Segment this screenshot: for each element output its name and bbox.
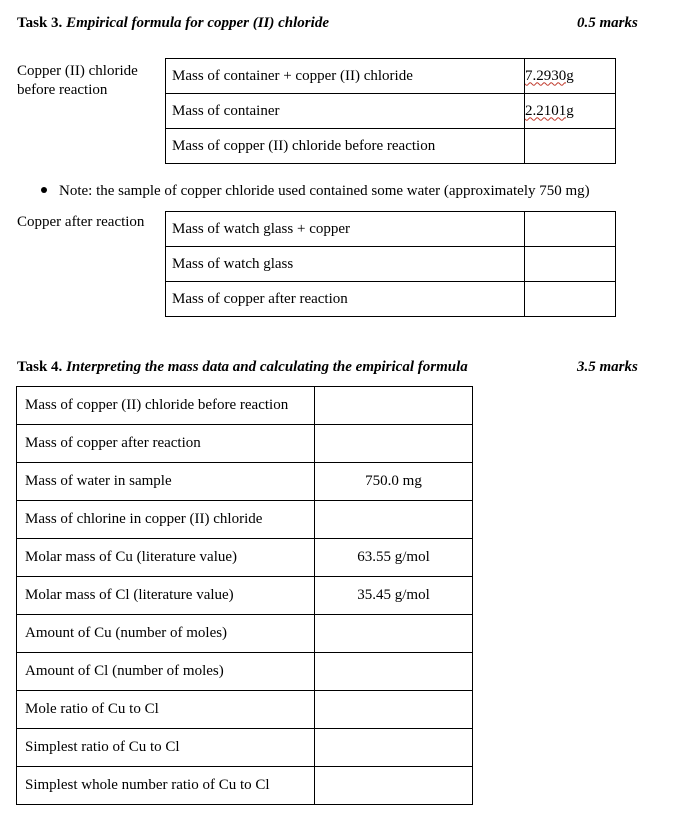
row-label: Mass of watch glass + copper	[166, 212, 525, 247]
task3-title: Empirical formula for copper (II) chloride	[66, 15, 329, 31]
row-label: Molar mass of Cu (literature value)	[17, 539, 315, 577]
table-row	[17, 463, 473, 501]
task4-number: Task 4.	[17, 359, 63, 375]
row-label: Mass of chlorine in copper (II) chloride	[17, 501, 315, 539]
row-label: Molar mass of Cl (literature value)	[17, 577, 315, 615]
row-label: Mass of water in sample	[17, 463, 315, 501]
row-label: Mass of copper (II) chloride before reaction	[166, 129, 525, 164]
row-value-cell[interactable]	[525, 212, 616, 247]
table-row	[17, 387, 473, 425]
container-plus-chloride-value: 7.2930g	[525, 67, 574, 84]
row-value-cell[interactable]	[315, 691, 473, 729]
row-label: Amount of Cu (number of moles)	[17, 615, 315, 653]
note-text: Note: the sample of copper chloride used contained some water (approximately 750 mg)	[59, 183, 590, 199]
row-value-cell[interactable]	[525, 129, 616, 164]
table-row	[166, 94, 616, 129]
row-label: Mass of container + copper (II) chloride	[166, 59, 525, 94]
after-reaction-label: Copper after reaction	[17, 214, 145, 230]
row-label: Mass of copper after reaction	[17, 425, 315, 463]
row-value-cell[interactable]	[315, 653, 473, 691]
row-value-cell[interactable]: 35.45 g/mol	[315, 577, 473, 615]
table-row	[17, 425, 473, 463]
row-value-cell[interactable]	[525, 282, 616, 317]
row-label: Mass of copper (II) chloride before reaction	[17, 387, 315, 425]
row-value-cell[interactable]	[315, 387, 473, 425]
task4-title: Interpreting the mass data and calculating the empirical formula	[66, 359, 468, 375]
task4-marks: 3.5 marks	[577, 359, 638, 375]
before-label-line2: before reaction	[17, 82, 108, 98]
bullet-icon	[41, 187, 47, 193]
container-value: 2.2101g	[525, 102, 574, 119]
table-row	[166, 282, 616, 317]
task3-heading	[17, 15, 329, 32]
before-label-line1: Copper (II) chloride	[17, 63, 138, 79]
row-label: Mass of copper after reaction	[166, 282, 525, 317]
table-row	[166, 212, 616, 247]
row-value-cell[interactable]	[525, 59, 616, 94]
row-label: Simplest ratio of Cu to Cl	[17, 729, 315, 767]
row-label: Mass of container	[166, 94, 525, 129]
table-row	[166, 59, 616, 94]
row-value-cell[interactable]	[525, 94, 616, 129]
table-row	[17, 539, 473, 577]
task3-number: Task 3.	[17, 15, 63, 31]
table-row	[17, 767, 473, 805]
row-value-cell[interactable]	[315, 615, 473, 653]
water-note	[41, 183, 590, 200]
row-value-cell[interactable]	[315, 767, 473, 805]
before-reaction-table	[165, 58, 616, 164]
task4-heading	[17, 359, 468, 376]
table-row	[17, 615, 473, 653]
table-row	[166, 129, 616, 164]
table-row	[17, 729, 473, 767]
task4-table	[16, 386, 473, 805]
task3-marks: 0.5 marks	[577, 15, 638, 31]
before-reaction-label	[17, 62, 138, 100]
table-row	[166, 247, 616, 282]
row-label: Simplest whole number ratio of Cu to Cl	[17, 767, 315, 805]
row-label: Mass of watch glass	[166, 247, 525, 282]
row-label: Amount of Cl (number of moles)	[17, 653, 315, 691]
row-value-cell[interactable]	[315, 729, 473, 767]
table-row	[17, 501, 473, 539]
row-value-cell[interactable]: 750.0 mg	[315, 463, 473, 501]
row-value-cell[interactable]	[315, 425, 473, 463]
table-row	[17, 653, 473, 691]
row-value-cell[interactable]	[315, 501, 473, 539]
row-value-cell[interactable]	[525, 247, 616, 282]
table-row	[17, 577, 473, 615]
table-row	[17, 691, 473, 729]
after-reaction-table	[165, 211, 616, 317]
row-value-cell[interactable]: 63.55 g/mol	[315, 539, 473, 577]
row-label: Mole ratio of Cu to Cl	[17, 691, 315, 729]
